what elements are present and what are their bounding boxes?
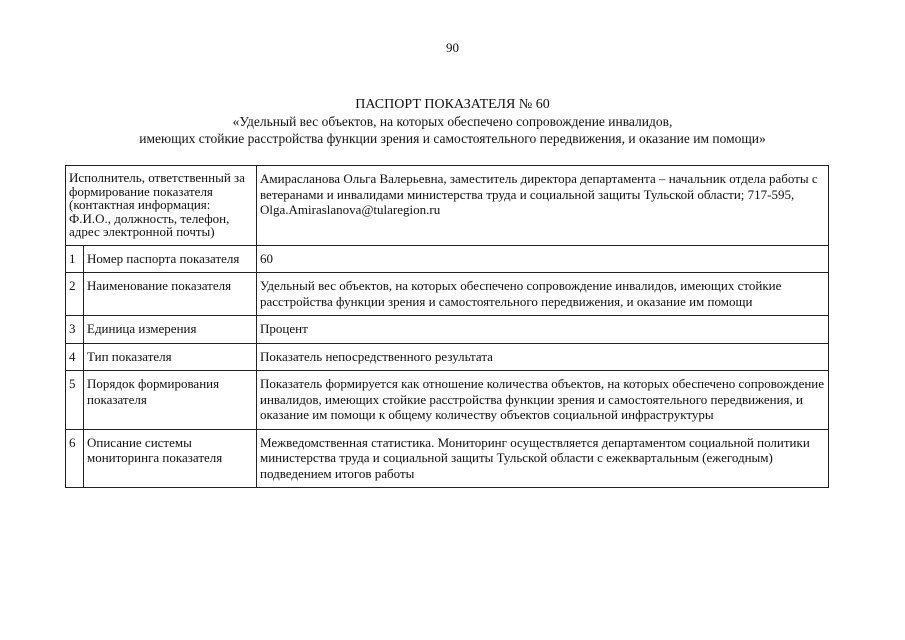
indicator-name-line-1: «Удельный вес объектов, на которых обеспечено сопровождение инвалидов, [232,114,673,129]
executor-label: Исполнитель, ответственный за формирование показателя (контактная информация: Ф.И.О., должность, телефон, адрес электронной почты) [66,166,257,246]
indicator-name-line-2: имеющих стойкие расстройства функции зрения и самостоятельного передвижения, и оказание им помощи» [139,131,766,146]
row-label: Тип показателя [84,343,257,371]
row-value: Показатель непосредственного результата [257,343,829,371]
row-number: 3 [66,316,84,344]
row-number: 6 [66,429,84,488]
row-number: 5 [66,371,84,430]
row-value: 60 [257,245,829,273]
table-row-executor [66,166,829,246]
passport-table [65,165,829,488]
row-label: Наименование показателя [84,273,257,316]
table-row [66,316,829,344]
row-number: 2 [66,273,84,316]
row-label: Единица измерения [84,316,257,344]
row-value: Процент [257,316,829,344]
page-number: 90 [446,40,459,55]
executor-value: Амирасланова Ольга Валерьевна, заместитель директора департамента – начальник отдела работы с ветеранами и инвалидами министерства труда и социальной защиты Тульской области; 717-595, Olga.Amiraslanova@tularegion.ru [257,166,829,246]
table-row [66,429,829,488]
row-value: Межведомственная статистика. Мониторинг осуществляется департаментом социальной политики министерства труда и социальной защиты Тульской области с ежеквартальным (ежегодным) подведением итогов работы [257,429,829,488]
table-row [66,245,829,273]
passport-title: ПАСПОРТ ПОКАЗАТЕЛЯ № 60 [355,97,550,112]
row-number: 1 [66,245,84,273]
table-row [66,273,829,316]
row-label: Номер паспорта показателя [84,245,257,273]
table-row [66,343,829,371]
table-row [66,371,829,430]
row-number: 4 [66,343,84,371]
row-value: Удельный вес объектов, на которых обеспечено сопровождение инвалидов, имеющих стойкие расстройства функции зрения и самостоятельного передвижения, и оказание им помощи [257,273,829,316]
row-label: Порядок формирования показателя [84,371,257,430]
row-label: Описание системы мониторинга показателя [84,429,257,488]
row-value: Показатель формируется как отношение количества объектов, на которых обеспечено сопровождение инвалидов, имеющих стойкие расстройства функции зрения и самостоятельного передвижения, и оказание им помощи к общему количеству объектов социальной инфраструктуры [257,371,829,430]
document-heading [60,96,845,147]
